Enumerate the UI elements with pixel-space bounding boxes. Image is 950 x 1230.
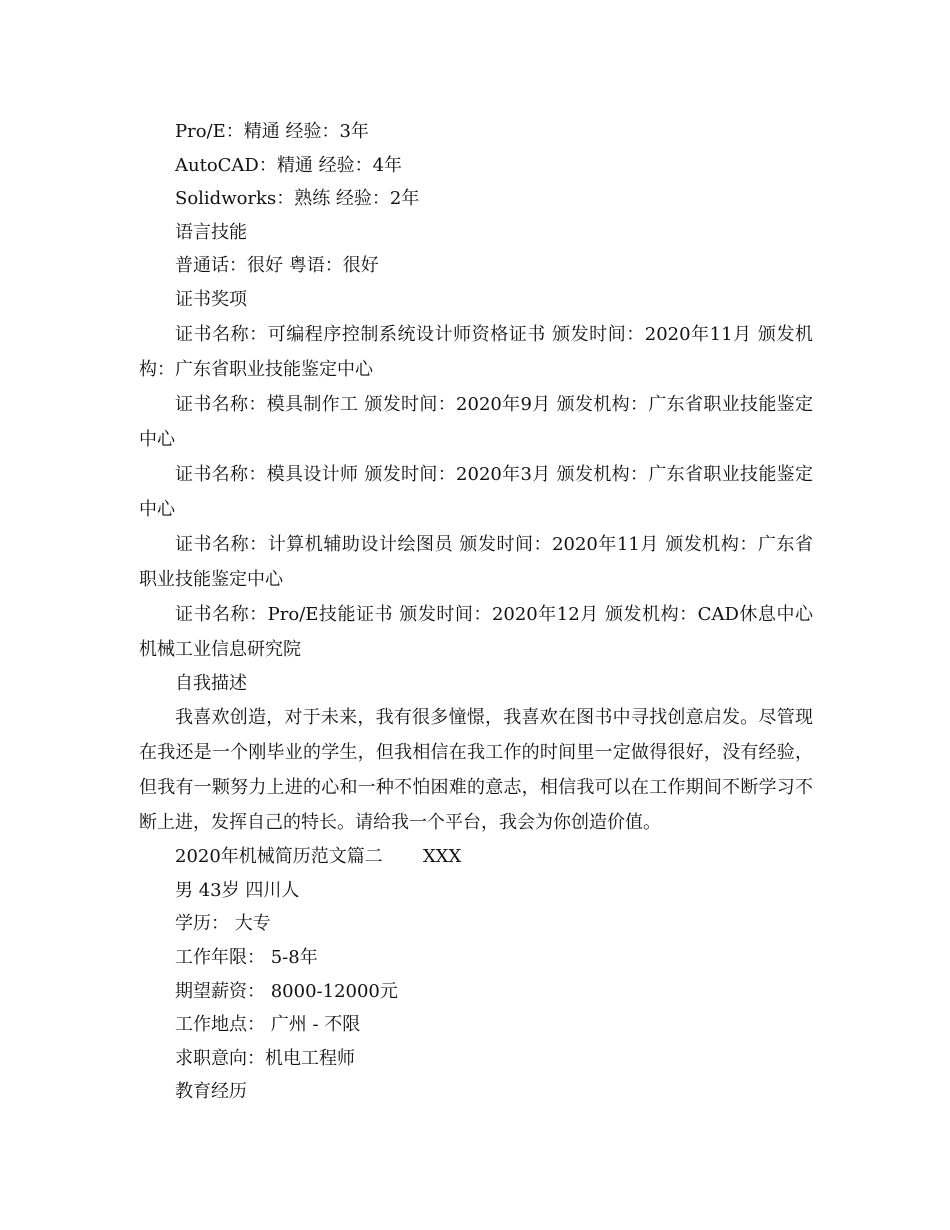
sample-name: XXX	[422, 846, 462, 868]
sample-title: 2020年机械简历范文篇二	[175, 846, 383, 868]
language-skill-line: 普通话：很好 粤语：很好	[175, 255, 379, 277]
certificate-item: 证书名称：Pro/E技能证书 颁发时间：2020年12月 颁发机构：CAD休息中心机械工业信息研究院	[139, 603, 813, 660]
skill-line: AutoCAD：精通 经验：4年	[175, 154, 403, 176]
profile-work-years: 工作年限： 5-8年	[175, 946, 318, 968]
self-description-text: 我喜欢创造，对于未来，我有很多憧憬，我喜欢在图书中寻找创意启发。尽管现在我还是一个刚毕业的学生，但我相信在我工作的时间里一定做得很好，没有经验，但我有一颗努力上进的心和一种不怕困难的意志，相信我可以在工作期间不断学习不断上进，发挥自己的特长。请给我一个平台，我会为你创造价值。	[139, 707, 813, 834]
section-heading-self-description: 自我描述	[175, 672, 247, 694]
skill-line: Pro/E：精通 经验：3年	[175, 121, 369, 142]
profile-education: 学历： 大专	[175, 913, 271, 935]
profile-job-intention: 求职意向：机电工程师	[175, 1047, 355, 1069]
certificate-item: 证书名称：模具制作工 颁发时间：2020年9月 颁发机构：广东省职业技能鉴定中心	[139, 393, 813, 450]
certificate-item: 证书名称：可编程序控制系统设计师资格证书 颁发时间：2020年11月 颁发机构：广东省职业技能鉴定中心	[139, 323, 813, 380]
section-heading-language: 语言技能	[175, 221, 247, 243]
skill-line: Solidworks：熟练 经验：2年	[175, 188, 420, 210]
profile-basic: 男 43岁 四川人	[175, 879, 300, 901]
certificate-item: 证书名称：模具设计师 颁发时间：2020年3月 颁发机构：广东省职业技能鉴定中心	[139, 463, 813, 520]
sample-title-line	[139, 840, 813, 874]
section-heading-education: 教育经历	[175, 1081, 247, 1103]
profile-work-location: 工作地点： 广州 - 不限	[175, 1014, 361, 1036]
section-heading-certificates: 证书奖项	[175, 288, 247, 310]
document-content	[139, 115, 813, 1109]
profile-expected-salary: 期望薪资： 8000-12000元	[175, 980, 398, 1002]
certificate-item: 证书名称：计算机辅助设计绘图员 颁发时间：2020年11月 颁发机构：广东省职业技能鉴定中心	[139, 533, 813, 590]
